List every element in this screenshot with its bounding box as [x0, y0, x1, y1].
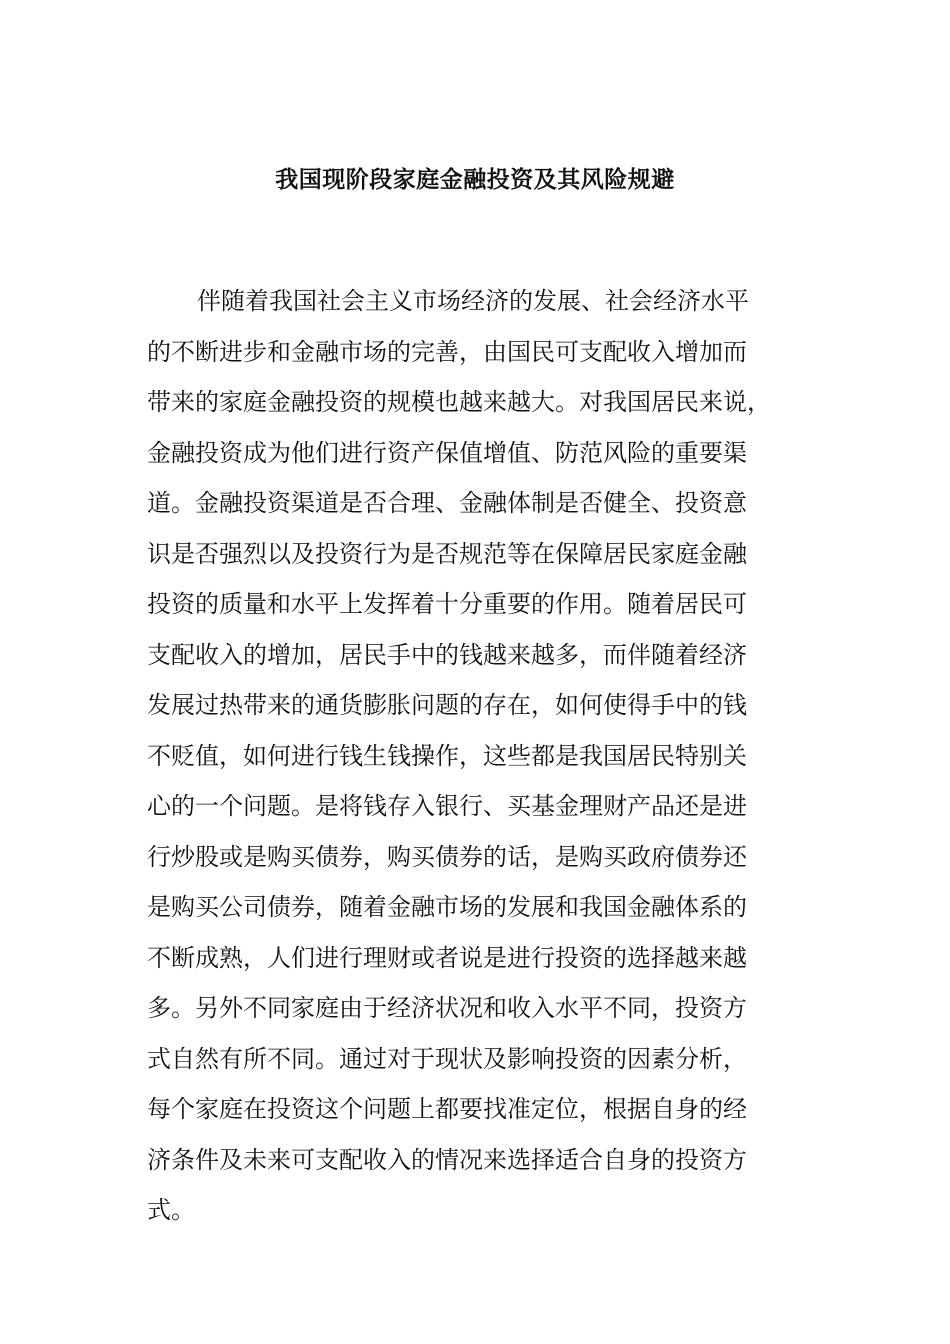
paragraph-line: 道。金融投资渠道是否合理、金融体制是否健全、投资意	[147, 489, 747, 517]
paragraph-line: 行炒股或是购买债券，购买债券的话，是购买政府债券还	[147, 842, 747, 871]
paragraph-line: 多。另外不同家庭由于经济状况和收入水平不同，投资方	[147, 994, 747, 1022]
paragraph-line: 投资的质量和水平上发挥着十分重要的作用。随着居民可	[147, 590, 747, 618]
paragraph-line: 金融投资成为他们进行资产保值增值、防范风险的重要渠	[147, 438, 747, 467]
paragraph-line: 是购买公司债券，随着金融市场的发展和我国金融体系的	[147, 893, 747, 921]
document-title: 我国现阶段家庭金融投资及其风险规避	[275, 167, 675, 193]
paragraph-line: 支配收入的增加，居民手中的钱越来越多，而伴随着经济	[147, 640, 747, 669]
paragraph-line: 带来的家庭金融投资的规模也越来越大。对我国居民来说，	[147, 388, 771, 416]
paragraph-line: 发展过热带来的通货膨胀问题的存在，如何使得手中的钱	[147, 691, 747, 719]
paragraph-line: 不贬值，如何进行钱生钱操作，这些都是我国居民特别关	[147, 741, 747, 770]
paragraph-line: 识是否强烈以及投资行为是否规范等在保障居民家庭金融	[147, 539, 747, 568]
paragraph-line: 心的一个问题。是将钱存入银行、买基金理财产品还是进	[147, 792, 747, 820]
paragraph-line: 式。	[147, 1196, 195, 1224]
paragraph-line: 伴随着我国社会主义市场经济的发展、社会经济水平	[197, 287, 749, 315]
paragraph-line: 式自然有所不同。通过对于现状及影响投资的因素分析，	[147, 1044, 747, 1073]
body-paragraph	[147, 276, 807, 1236]
paragraph-line: 济条件及未来可支配收入的情况来选择适合自身的投资方	[147, 1145, 747, 1174]
paragraph-line: 不断成熟，人们进行理财或者说是进行投资的选择越来越	[147, 943, 747, 972]
paragraph-line: 每个家庭在投资这个问题上都要找准定位，根据自身的经	[147, 1095, 747, 1123]
paragraph-line: 的不断进步和金融市场的完善，由国民可支配收入增加而	[147, 337, 747, 366]
